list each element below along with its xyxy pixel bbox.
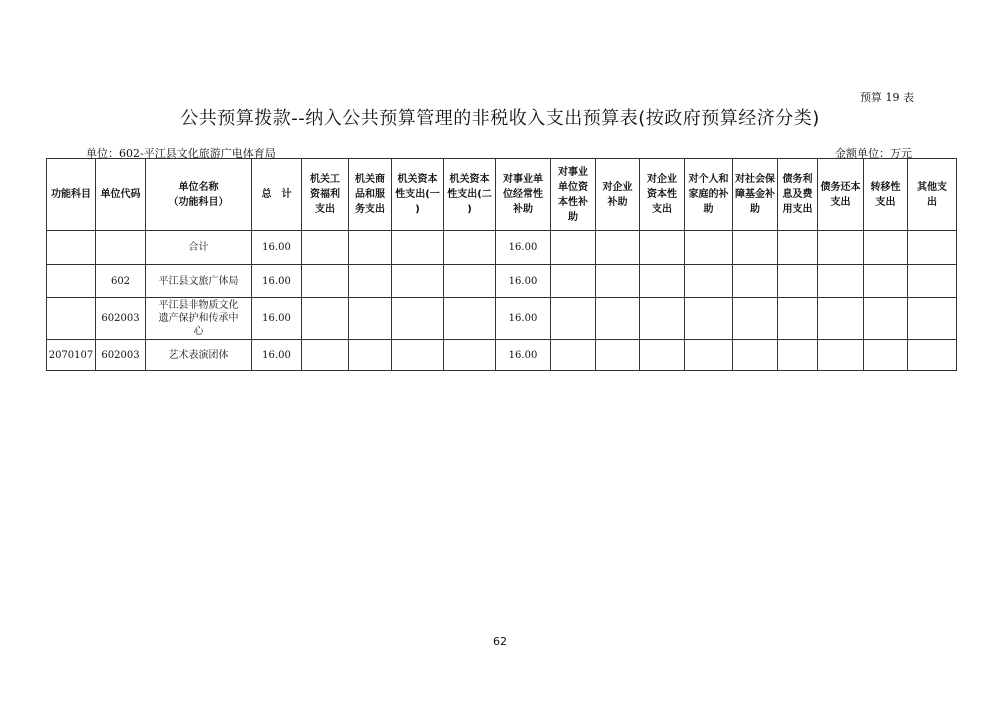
table-cell (596, 298, 640, 340)
table-cell (640, 340, 685, 371)
table-cell (302, 298, 349, 340)
table-cell (908, 265, 957, 298)
col-header-capital-1: 机关资本 性支出(一 ) (392, 159, 444, 231)
table-cell (864, 298, 908, 340)
table-cell (96, 231, 146, 265)
col-header-enterprise-subsidy: 对企业 补助 (596, 159, 640, 231)
table-cell: 16.00 (496, 298, 551, 340)
table-cell (392, 231, 444, 265)
table-cell (640, 231, 685, 265)
table-cell (685, 340, 733, 371)
table-cell (685, 231, 733, 265)
table-row (47, 340, 957, 371)
table-row (47, 298, 957, 340)
table-row (47, 265, 957, 298)
table-cell (818, 340, 864, 371)
table-cell (778, 265, 818, 298)
table-cell (444, 298, 496, 340)
table-cell (778, 231, 818, 265)
table-cell: 16.00 (496, 231, 551, 265)
table-cell (392, 340, 444, 371)
table-cell: 2070107 (47, 340, 96, 371)
col-header-goods-services: 机关商 品和服 务支出 (349, 159, 392, 231)
unit-label: 单位：602-平江县文化旅游广电体育局 (86, 147, 276, 160)
col-header-debt-interest: 债务利 息及费 用支出 (778, 159, 818, 231)
table-cell (864, 340, 908, 371)
table-cell (908, 231, 957, 265)
table-cell (596, 265, 640, 298)
table-cell (733, 340, 778, 371)
table-cell (908, 298, 957, 340)
col-header-social-security: 对社会保 障基金补 助 (733, 159, 778, 231)
table-cell: 艺术表演团体 (146, 340, 252, 371)
table-cell: 16.00 (252, 231, 302, 265)
table-cell (685, 265, 733, 298)
table-cell (444, 340, 496, 371)
table-cell: 16.00 (496, 340, 551, 371)
table-cell (349, 265, 392, 298)
table-cell (551, 265, 596, 298)
table-cell (349, 231, 392, 265)
table-cell (864, 231, 908, 265)
table-cell (733, 265, 778, 298)
table-cell: 602 (96, 265, 146, 298)
table-cell (444, 231, 496, 265)
table-cell (392, 265, 444, 298)
table-cell: 平江县非物质文化 遗产保护和传承中 心 (146, 298, 252, 340)
page-number: 62 (493, 635, 507, 648)
table-cell: 平江县文旅广体局 (146, 265, 252, 298)
table-cell (302, 340, 349, 371)
table-cell (596, 231, 640, 265)
table-cell (818, 298, 864, 340)
table-cell (596, 340, 640, 371)
table-cell (392, 298, 444, 340)
table-cell: 16.00 (252, 298, 302, 340)
header-row (47, 159, 957, 231)
table-cell (778, 340, 818, 371)
table-cell (818, 265, 864, 298)
col-header-function-code: 功能科目 (47, 159, 96, 231)
table-cell (349, 298, 392, 340)
table-cell: 16.00 (496, 265, 551, 298)
table-cell: 合计 (146, 231, 252, 265)
col-header-enterprise-capital: 对企业 资本性 支出 (640, 159, 685, 231)
table-number: 预算 19 表 (860, 91, 914, 104)
col-header-capital-2: 机关资本 性支出(二 ) (444, 159, 496, 231)
amount-unit-label: 金额单位：万元 (835, 147, 912, 160)
col-header-transfer: 转移性 支出 (864, 159, 908, 231)
table-cell: 602003 (96, 340, 146, 371)
table-cell: 16.00 (252, 265, 302, 298)
table-cell (444, 265, 496, 298)
col-header-unit-code: 单位代码 (96, 159, 146, 231)
col-header-institution-capital-subsidy: 对事业 单位资 本性补 助 (551, 159, 596, 231)
table-cell: 602003 (96, 298, 146, 340)
col-header-individual-subsidy: 对个人和 家庭的补 助 (685, 159, 733, 231)
col-header-institution-subsidy: 对事业单 位经常性 补助 (496, 159, 551, 231)
table-cell (302, 231, 349, 265)
table-row (47, 231, 957, 265)
table-cell (685, 298, 733, 340)
page-title: 公共预算拨款--纳入公共预算管理的非税收入支出预算表(按政府预算经济分类) (180, 108, 820, 129)
table-cell (778, 298, 818, 340)
table-cell (640, 265, 685, 298)
col-header-debt-principal: 债务还本 支出 (818, 159, 864, 231)
table-cell (551, 298, 596, 340)
table-cell (908, 340, 957, 371)
table-cell (864, 265, 908, 298)
table-cell (818, 231, 864, 265)
table-cell: 16.00 (252, 340, 302, 371)
table-cell (733, 231, 778, 265)
table-cell (47, 298, 96, 340)
table-cell (302, 265, 349, 298)
col-header-total: 总 计 (252, 159, 302, 231)
table-cell (640, 298, 685, 340)
col-header-wages-welfare: 机关工 资福利 支出 (302, 159, 349, 231)
table-cell (733, 298, 778, 340)
table-cell (47, 265, 96, 298)
table-cell (349, 340, 392, 371)
col-header-other: 其他支 出 (908, 159, 957, 231)
table-cell (47, 231, 96, 265)
table-cell (551, 231, 596, 265)
table-cell (551, 340, 596, 371)
budget-table (46, 158, 957, 371)
col-header-unit-name: 单位名称 （功能科目） (146, 159, 252, 231)
